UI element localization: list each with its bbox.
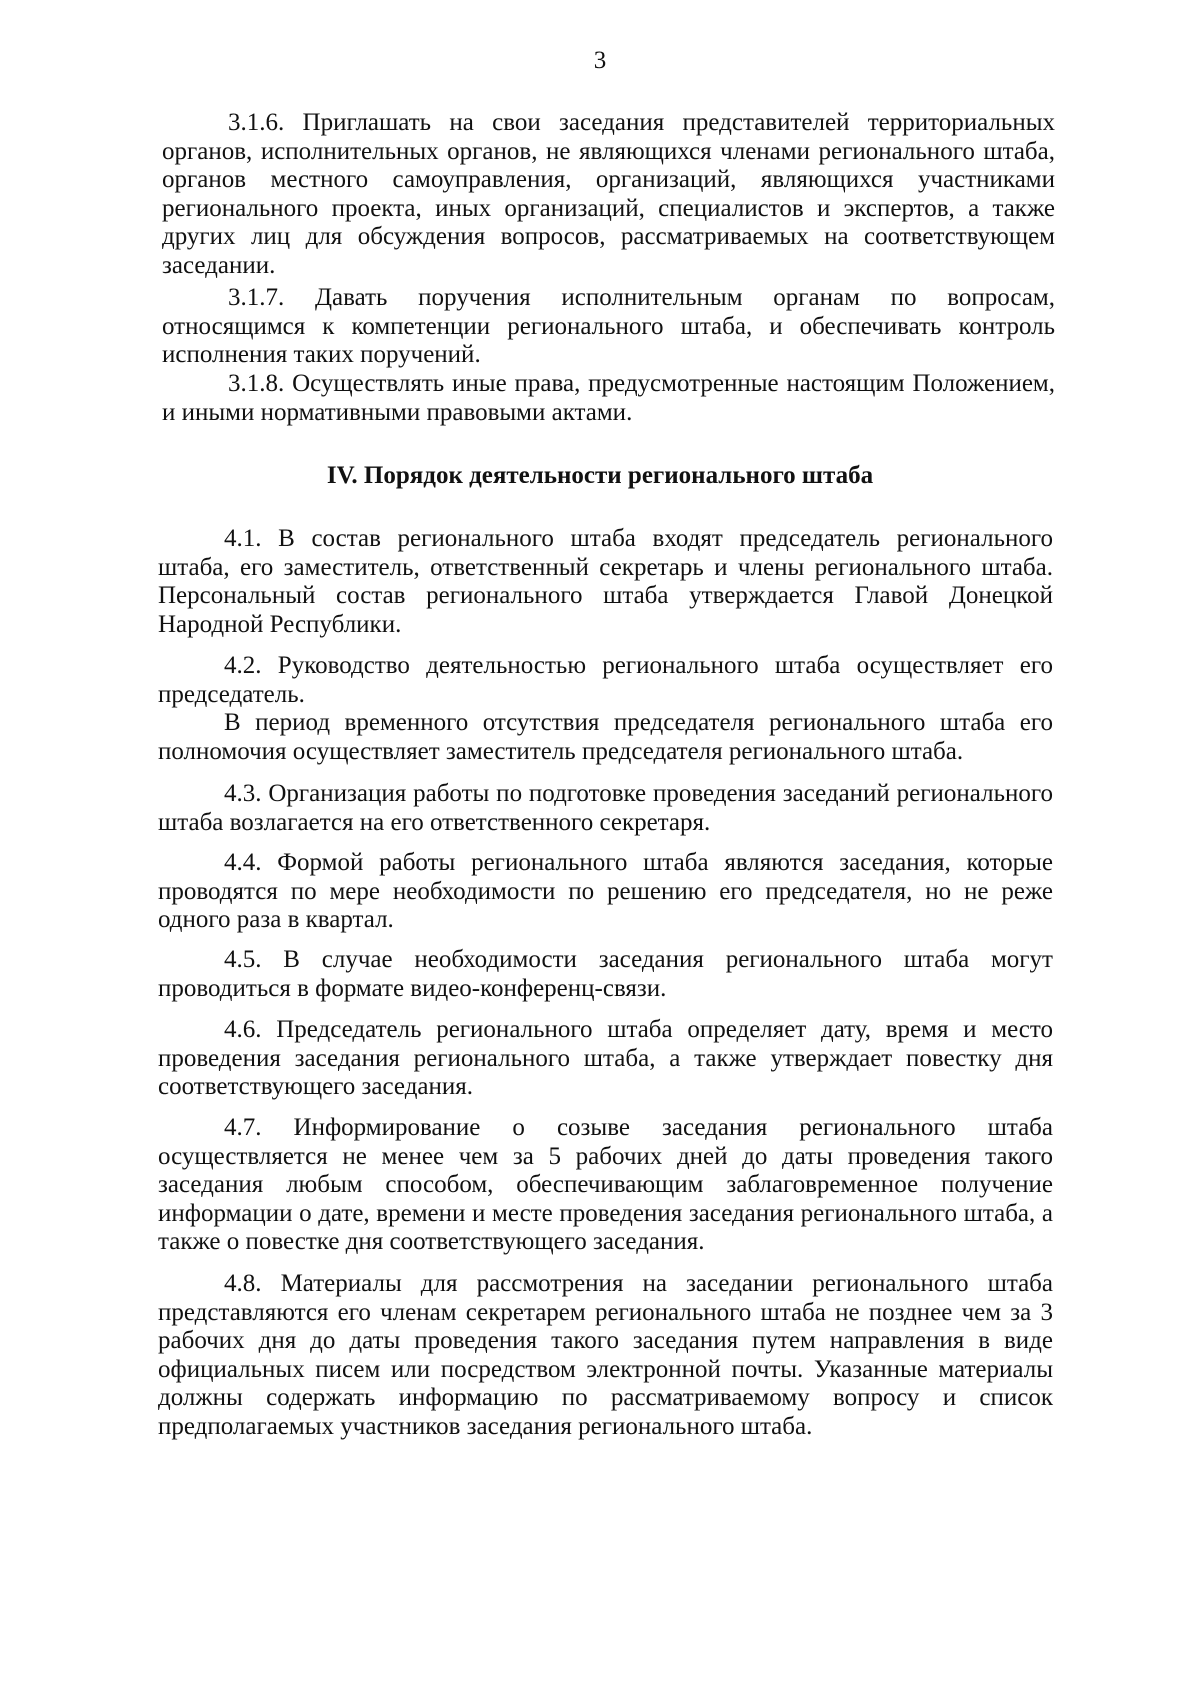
paragraph-4-1: 4.1. В состав регионального штаба входят председатель регионального штаба, его заместитель, ответственный секретарь и члены регионального штаба. Персональный состав регионального штаба утверждается Главой Донецкой Народной Республики. <box>158 525 1053 638</box>
page-number: 3 <box>593 47 607 74</box>
paragraph-4-2-continued: В период временного отсутствия председателя регионального штаба его полномочия осуществляет заместитель председателя регионального штаба. <box>158 709 1053 765</box>
section-heading: IV. Порядок деятельности регионального штаба <box>326 462 874 489</box>
paragraph-4-8: 4.8. Материалы для рассмотрения на заседании регионального штаба представляются его членам секретарем регионального штаба не позднее чем за 3 рабочих дня до даты проведения такого заседания путем направления в виде официальных писем или посредством электронной почты. Указанные материалы должны содержать информацию по рассматриваемому вопросу и список предполагаемых участников заседания регионального штаба. <box>158 1270 1053 1440</box>
paragraph-4-6: 4.6. Председатель регионального штаба определяет дату, время и место проведения заседания регионального штаба, а также утверждает повестку дня соответствующего заседания. <box>158 1016 1053 1100</box>
paragraph-3-1-8: 3.1.8. Осуществлять иные права, предусмотренные настоящим Положением, и иными нормативными правовыми актами. <box>162 370 1055 426</box>
paragraph-3-1-6: 3.1.6. Приглашать на свои заседания представителей территориальных органов, исполнительных органов, не являющихся членами регионального штаба, органов местного самоуправления, организаций, являющихся участниками регионального проекта, иных организаций, специалистов и экспертов, а также других лиц для обсуждения вопросов, рассматриваемых на соответствующем заседании. <box>162 109 1055 279</box>
paragraph-4-3: 4.3. Организация работы по подготовке проведения заседаний регионального штаба возлагается на его ответственного секретаря. <box>158 780 1053 836</box>
paragraph-4-7: 4.7. Информирование о созыве заседания регионального штаба осуществляется не менее чем за 5 рабочих дней до даты проведения такого заседания любым способом, обеспечивающим заблаговременное получение информации о дате, времени и месте проведения заседания регионального штаба, а также о повестке дня соответствующего заседания. <box>158 1114 1053 1255</box>
paragraph-3-1-7: 3.1.7. Давать поручения исполнительным органам по вопросам, относящимся к компетенции регионального штаба, и обеспечивать контроль исполнения таких поручений. <box>162 284 1055 368</box>
paragraph-4-5: 4.5. В случае необходимости заседания регионального штаба могут проводиться в формате видео-конференц-связи. <box>158 946 1053 1002</box>
paragraph-4-4: 4.4. Формой работы регионального штаба являются заседания, которые проводятся по мере необходимости по решению его председателя, но не реже одного раза в квартал. <box>158 849 1053 933</box>
paragraph-4-2: 4.2. Руководство деятельностью регионального штаба осуществляет его председатель. <box>158 652 1053 708</box>
